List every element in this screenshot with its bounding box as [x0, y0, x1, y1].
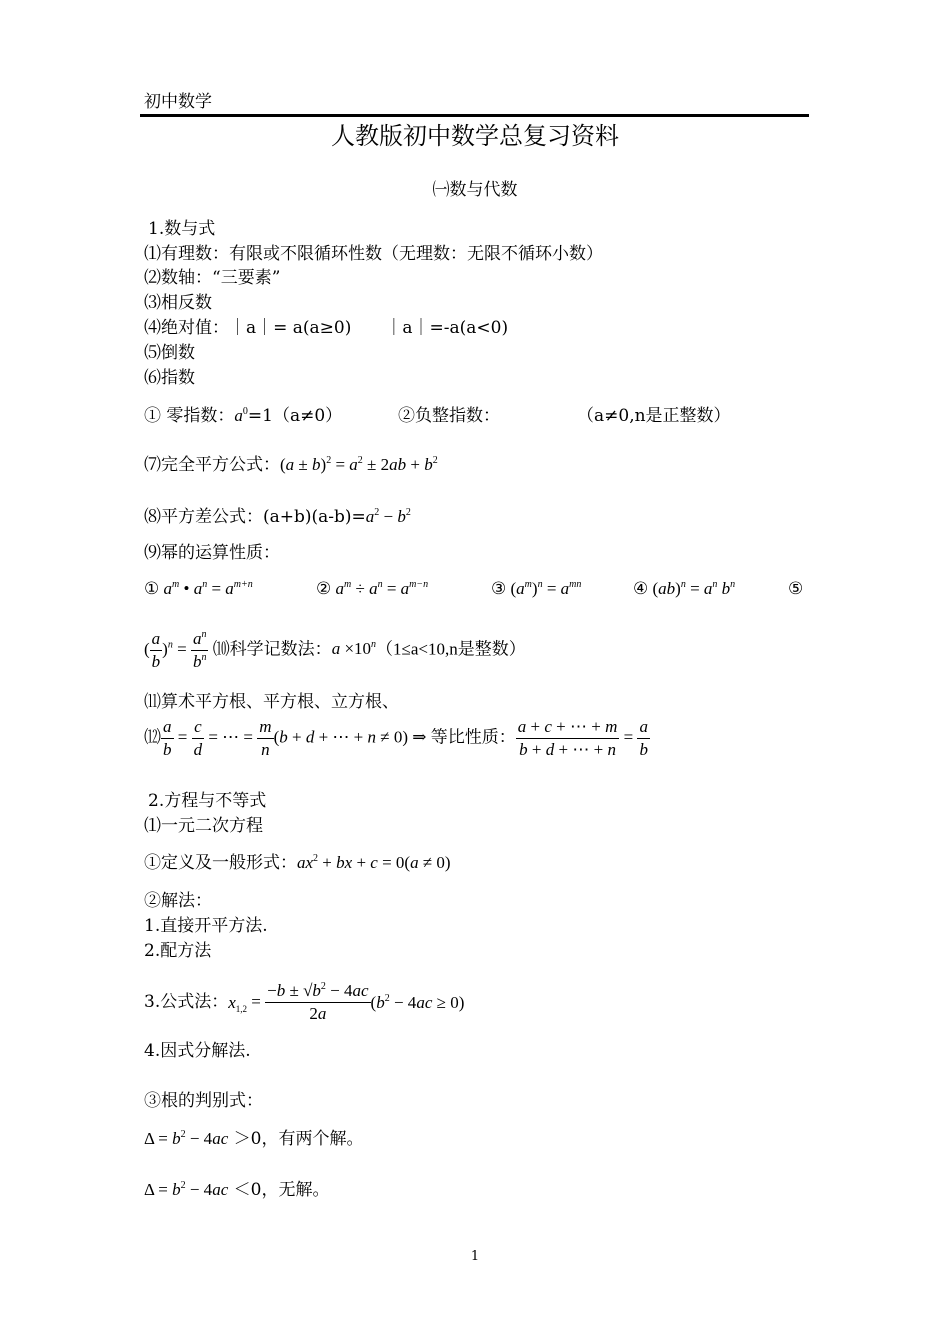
zero-exponent-line — [144, 406, 342, 426]
list-item: ⑷绝对值：｜a｜= a(a≥0) ｜a｜=-a(a<0) — [144, 318, 509, 338]
disc-neg-line — [144, 1180, 329, 1200]
part2-sub: ⑴一元二次方程 — [144, 816, 263, 836]
ratio-line: ⑿ $\frac{a}{b}$ = $\frac{c}{d}$ = ⋯ = $\frac{m}{n}$ (b + d + ⋯ + n ≠ 0) ⇒ 等比性质： $\frac{a + c + \cdots + m}{b + d + \cdots + n}$ = $\frac{a}{b}$ — [144, 717, 648, 759]
list-item: ⑵数轴：“三要素” — [144, 268, 281, 288]
disc-neg-text: ＜0，无解。 — [233, 1180, 330, 1200]
power-label: ⑼幂的运算性质： — [144, 543, 280, 563]
neg-exp-cond: （a≠0,n是正整数） — [577, 406, 731, 426]
formula-label: 3.公式法： — [144, 991, 229, 1012]
list-item: ⑹指数 — [144, 368, 195, 388]
solve-label: ②解法： — [144, 891, 212, 911]
power-rule-4: ④ $(ab)^n = a^n$ $b^n$ — [633, 579, 736, 598]
formula: $(a \pm b)^2 = a^2 \pm 2ab + b^2$ — [280, 455, 438, 474]
page-number: 1 — [470, 1249, 480, 1264]
roots-label: ⑾算术平方根、平方根、立方根、 — [144, 692, 399, 712]
power-rule-5-mark: ⑤ — [788, 579, 804, 599]
disc-pos-text: ＞0，有两个解。 — [233, 1129, 364, 1149]
square-label: ⑺完全平方公式： — [144, 455, 280, 475]
page-title: 人教版初中数学总复习资料 — [331, 122, 619, 150]
power-rules: ① $a^m$ • $a^n = a^{m+n}$ — [144, 579, 253, 598]
diff-formula-line — [144, 507, 411, 527]
zero-exp-label: ① 零指数： — [144, 406, 235, 426]
zero-exp-cond: =1（a≠0） — [247, 406, 343, 426]
disc-label: ③根的判别式： — [144, 1091, 263, 1111]
list-item: ⑶相反数 — [144, 293, 212, 313]
formula: $x_{1,2}$ = $\frac{-b \pm √b^2 - 4ac}{2a}$ $(b^2 - 4ac \ge 0)$ — [228, 981, 465, 1023]
method-item: 1.直接开平方法. — [144, 916, 268, 936]
power-rule-2: ② $a^m \div a^n = a^{m-n}$ — [316, 579, 429, 598]
fraction-power-line: ( $\frac{a}{b}$ )$^n$ = $\frac{a^n}{b^n}$ ⑽科学记数法：$a \times 10^n(1\le a<10,n$是整数） — [144, 629, 526, 671]
formula: $\Delta = b^2 - 4ac$ — [144, 1180, 229, 1199]
diff-label: ⑻平方差公式：(a+b)(a-b)= — [144, 507, 366, 527]
square-formula-line — [144, 455, 438, 475]
part2-heading: 2.方程与不等式 — [148, 791, 267, 811]
header-label: 初中数学 — [144, 92, 212, 112]
quadratic-formula-line — [144, 980, 464, 1025]
ratio-label: ⑿ — [144, 727, 161, 747]
formula: $ax^2$ + bx + c = 0(a ≠ 0) — [297, 853, 451, 872]
formula: $a^0$ — [234, 406, 248, 425]
part1-heading: 1.数与式 — [148, 219, 216, 239]
power-rule-3: ③ $(a^m)^n = a^{mn}$ — [491, 579, 582, 598]
disc-pos-line — [144, 1129, 363, 1149]
list-item: ⑴有理数：有限或不限循环性数（无理数：无限不循环小数） — [144, 244, 603, 264]
formula: $a^2 - b^2$ — [365, 507, 411, 526]
header-rule — [140, 114, 809, 117]
ratio-prop-label: 等比性质： — [430, 727, 516, 747]
def-label: ①定义及一般形式： — [144, 853, 297, 873]
section-title: ㈠数与代数 — [432, 180, 518, 200]
method-item: 2.配方法 — [144, 941, 212, 961]
neg-exp-label: ②负整指数： — [398, 406, 500, 426]
list-item: ⑸倒数 — [144, 343, 195, 363]
definition-line — [144, 853, 451, 873]
sci-label: ⑽科学记数法： — [212, 639, 332, 659]
formula: $\Delta = b^2 - 4ac$ — [144, 1129, 229, 1148]
sci-cond: （1≤a<10,n是整数） — [376, 639, 526, 659]
factor-label: 4.因式分解法. — [144, 1041, 251, 1061]
